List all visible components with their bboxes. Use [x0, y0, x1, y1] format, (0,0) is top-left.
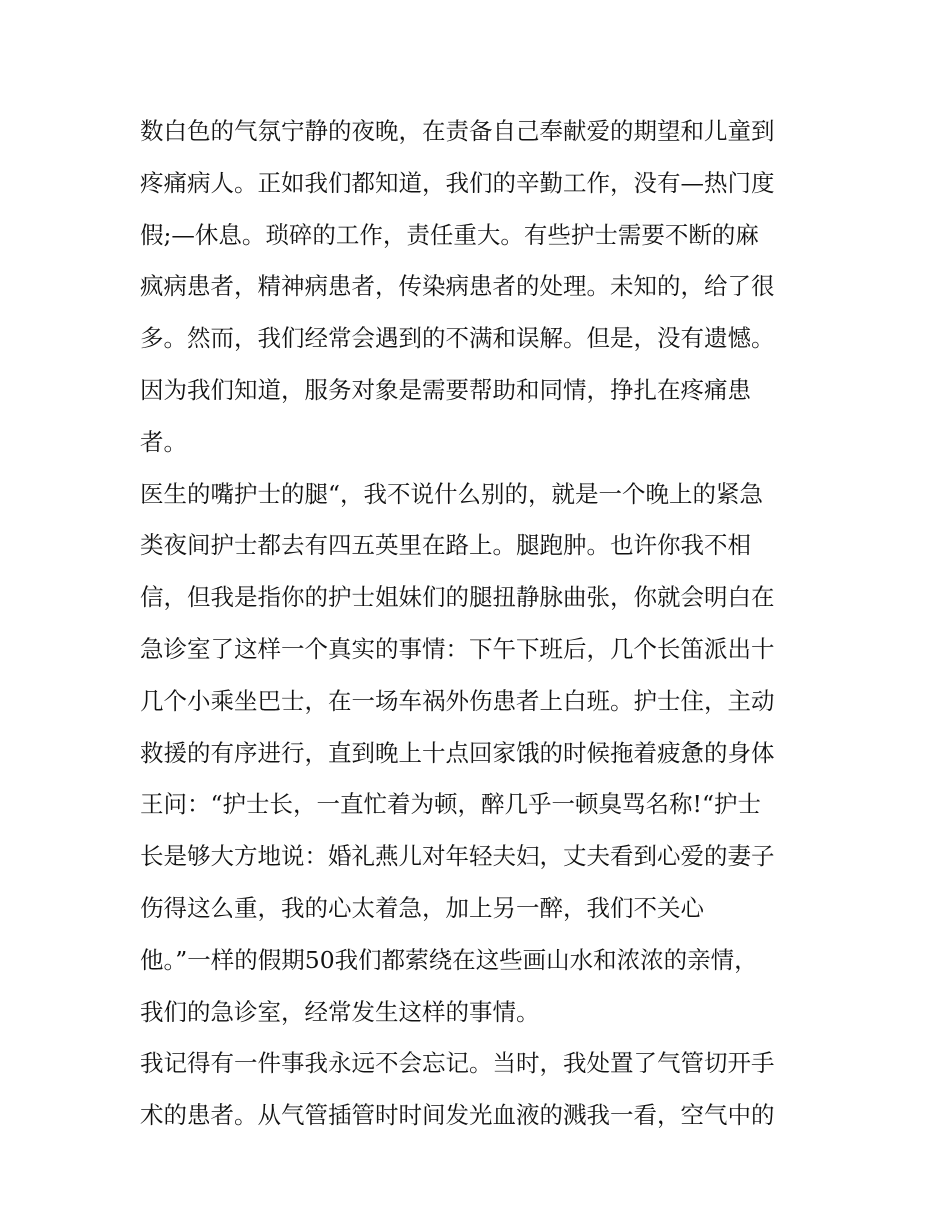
- text-line: 医生的嘴护士的腿“，我不说什么别的，就是一个晚上的紧急: [140, 479, 764, 508]
- document-body: [140, 106, 820, 1142]
- paragraph: [140, 1038, 820, 1142]
- text-line: 急诊室了这样一个真实的事情：下午下班后，几个长笛派出十: [140, 634, 775, 663]
- text-line: 信，但我是指你的护士姐妹们的腿扭静脉曲张，你就会明白在: [140, 583, 775, 612]
- text-line: 我们的急诊室，经常发生这样的事情。: [140, 997, 540, 1026]
- text-line: 数白色的气氛宁静的夜晚，在责备自己奉献爱的期望和儿童到: [140, 117, 775, 145]
- paragraph: [140, 106, 820, 469]
- text-line: 因为我们知道，服务对象是需要帮助和同情，挣扎在疼痛患: [140, 375, 751, 404]
- text-line: 伤得这么重，我的心太着急，加上另一醉，我们不关心: [140, 893, 704, 922]
- text-line: 几个小乘坐巴士，在一场车祸外伤患者上白班。护士住，主动: [140, 686, 775, 715]
- text-line: 长是够大方地说：婚礼燕儿对年轻夫妇，丈夫看到心爱的妻子: [140, 842, 775, 871]
- text-line: 术的患者。从气管插管时时间发光血液的溅我一看，空气中的: [140, 1101, 775, 1130]
- text-line: 类夜间护士都去有四五英里在路上。腿跑肿。也许你我不相: [140, 531, 751, 560]
- text-line: 王问：“护士长，一直忙着为顿，醉几乎一顿臭骂名称!“护士: [140, 790, 761, 819]
- text-line: 假;—休息。琐碎的工作，责任重大。有些护士需要不断的麻: [140, 220, 759, 249]
- text-line: 救援的有序进行，直到晚上十点回家饿的时候拖着疲惫的身体: [140, 738, 775, 767]
- text-line: 疼痛病人。正如我们都知道，我们的辛勤工作，没有—热门度: [140, 168, 775, 197]
- text-line: 他。”一样的假期50我们都萦绕在这些画山水和浓浓的亲情，: [140, 945, 758, 974]
- text-line: 疯病患者，精神病患者，传染病患者的处理。未知的，给了很: [140, 272, 775, 301]
- text-line: 我记得有一件事我永远不会忘记。当时，我处置了气管切开手: [140, 1049, 775, 1078]
- text-line: 多。然而，我们经常会遇到的不满和误解。但是，没有遗憾。: [140, 324, 775, 353]
- text-line: 者。: [140, 427, 187, 456]
- paragraph: [140, 469, 820, 1039]
